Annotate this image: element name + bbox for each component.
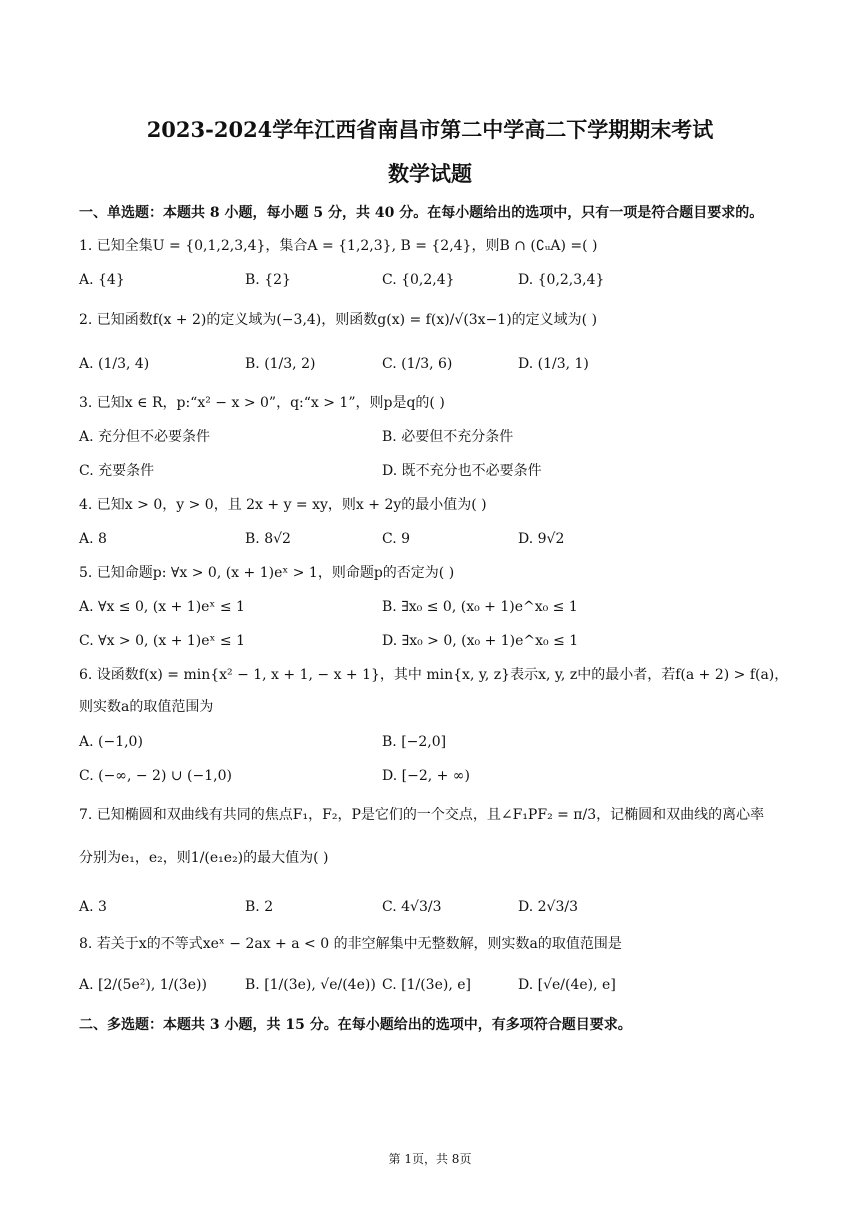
question-6-stem-cont: 则实数a的取值范围为 bbox=[79, 699, 214, 715]
q3-option-a: A. 充分但不必要条件 bbox=[79, 429, 211, 445]
q7-option-a: A. 3 bbox=[79, 899, 107, 915]
q2-option-d: D. (1/3, 1) bbox=[518, 356, 589, 372]
q7-option-c: C. 4√3/3 bbox=[382, 899, 442, 915]
q3-option-c: C. 充要条件 bbox=[79, 463, 155, 479]
q2-option-b: B. (1/3, 2) bbox=[245, 356, 316, 372]
q4-option-c: C. 9 bbox=[382, 531, 411, 547]
question-7-stem-cont: 分别为e₁，e₂，则1/(e₁e₂)的最大值为( ) bbox=[79, 850, 329, 866]
q1-option-b: B. {2} bbox=[245, 272, 291, 288]
q4-option-b: B. 8√2 bbox=[245, 531, 291, 547]
q6-option-b: B. [−2,0] bbox=[382, 734, 447, 750]
question-8-stem: 8. 若关于x的不等式xeˣ − 2ax + a < 0 的非空解集中无整数解，则实数a的取值范围是 bbox=[79, 936, 622, 952]
question-7-stem: 7. 已知椭圆和双曲线有共同的焦点F₁，F₂，P是它们的一个交点，且∠F₁PF₂ = π/3，记椭圆和双曲线的离心率 bbox=[79, 807, 765, 823]
q5-option-c: C. ∀x > 0, (x + 1)eˣ ≤ 1 bbox=[79, 633, 246, 649]
exam-title: 2023-2024学年江西省南昌市第二中学高二下学期期末考试 bbox=[146, 117, 714, 142]
q5-option-b: B. ∃x₀ ≤ 0, (x₀ + 1)e^x₀ ≤ 1 bbox=[382, 599, 578, 615]
q4-option-d: D. 9√2 bbox=[518, 531, 565, 547]
q2-option-a: A. (1/3, 4) bbox=[79, 356, 150, 372]
page-footer: 第 1页，共 8页 bbox=[388, 1152, 472, 1166]
q8-option-b: B. [1/(3e), √e/(4e)) bbox=[245, 977, 376, 993]
q8-option-a: A. [2/(5e²), 1/(3e)) bbox=[79, 977, 207, 993]
q1-option-d: D. {0,2,3,4} bbox=[518, 272, 605, 288]
question-5-stem: 5. 已知命题p: ∀x > 0, (x + 1)eˣ > 1，则命题p的否定为( ) bbox=[79, 565, 455, 581]
q6-option-d: D. [−2, + ∞) bbox=[382, 768, 470, 784]
q1-option-c: C. {0,2,4} bbox=[382, 272, 455, 288]
question-3-stem: 3. 已知x ∈ R，p:“x² − x > 0”，q:“x > 1”，则p是q的( ) bbox=[79, 395, 445, 411]
q1-option-a: A. {4} bbox=[79, 272, 125, 288]
q3-option-d: D. 既不充分也不必要条件 bbox=[382, 463, 542, 479]
q2-option-c: C. (1/3, 6) bbox=[382, 356, 453, 372]
q6-option-c: C. (−∞, − 2) ∪ (−1,0) bbox=[79, 768, 232, 784]
q8-option-d: D. [√e/(4e), e] bbox=[518, 977, 616, 993]
question-2-stem: 2. 已知函数f(x + 2)的定义域为(−3,4)，则函数g(x) = f(x)/√(3x−1)的定义域为( ) bbox=[79, 312, 598, 328]
exam-subtitle: 数学试题 bbox=[388, 161, 472, 186]
q7-option-b: B. 2 bbox=[245, 899, 274, 915]
q7-option-d: D. 2√3/3 bbox=[518, 899, 578, 915]
question-1-stem: 1. 已知全集U = {0,1,2,3,4}，集合A = {1,2,3}, B = {2,4}，则B ∩ (∁ᵤA) =( ) bbox=[79, 238, 598, 254]
q3-option-b: B. 必要但不充分条件 bbox=[382, 429, 514, 445]
section-heading-multi-choice: 二、多选题：本题共 3 小题，共 15 分。在每小题给出的选项中，有多项符合题目要求。 bbox=[79, 1017, 632, 1033]
question-4-stem: 4. 已知x > 0，y > 0，且 2x + y = xy，则x + 2y的最小值为( ) bbox=[79, 497, 487, 513]
q6-option-a: A. (−1,0) bbox=[79, 734, 143, 750]
q5-option-d: D. ∃x₀ > 0, (x₀ + 1)e^x₀ ≤ 1 bbox=[382, 633, 579, 649]
question-6-stem: 6. 设函数f(x) = min{x² − 1, x + 1, − x + 1}，其中 min{x, y, z}表示x, y, z中的最小者，若f(a + 2) > f(a)， bbox=[79, 667, 789, 683]
section-heading-single-choice: 一、单选题：本题共 8 小题，每小题 5 分，共 40 分。在每小题给出的选项中，只有一项是符合题目要求的。 bbox=[79, 205, 764, 221]
q5-option-a: A. ∀x ≤ 0, (x + 1)eˣ ≤ 1 bbox=[79, 599, 245, 615]
q8-option-c: C. [1/(3e), e] bbox=[382, 977, 471, 993]
q4-option-a: A. 8 bbox=[79, 531, 107, 547]
